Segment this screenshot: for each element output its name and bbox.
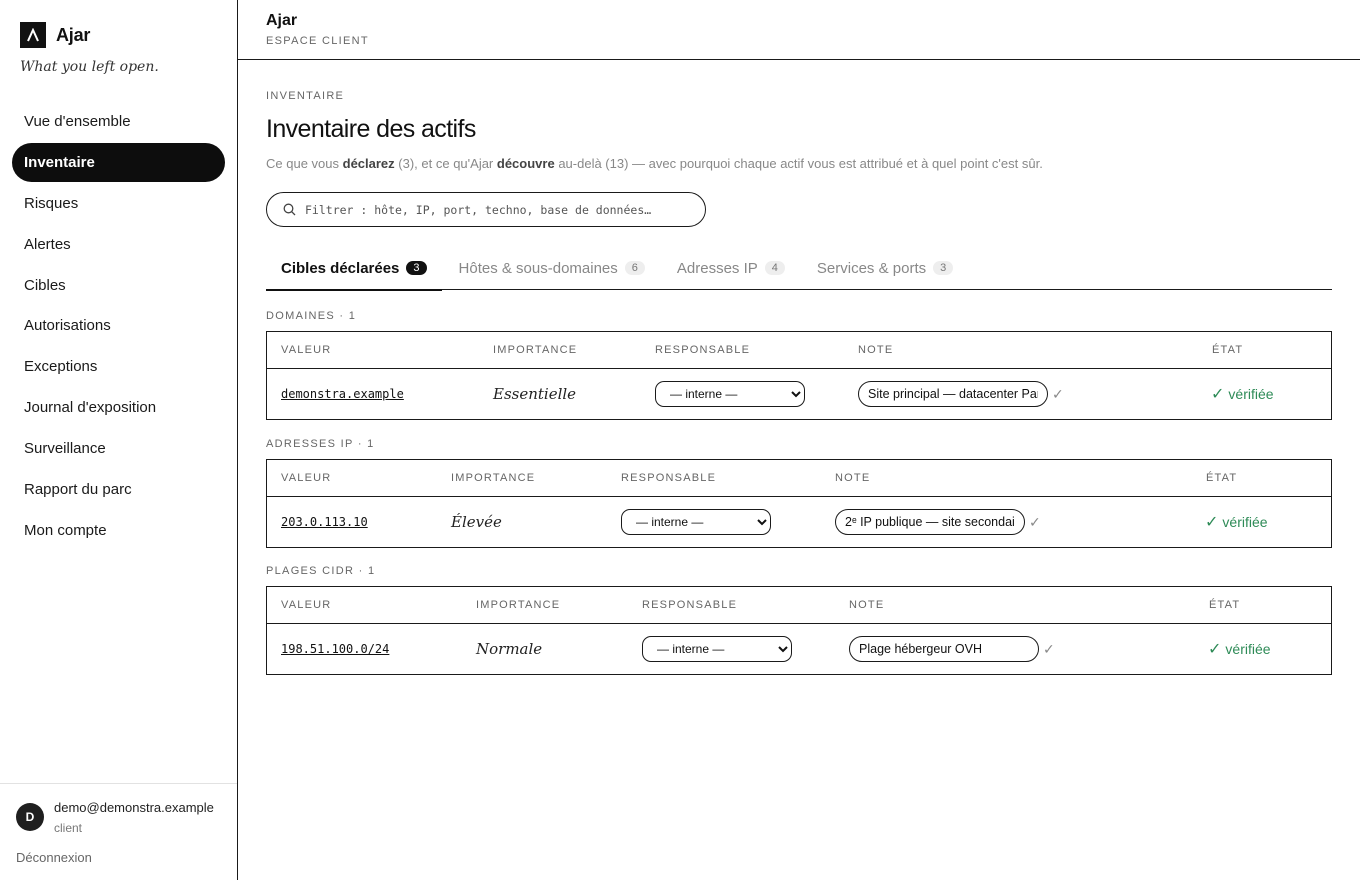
status-badge [1208, 639, 1271, 659]
note-input[interactable] [835, 509, 1025, 535]
note-input[interactable] [858, 381, 1048, 407]
page-eyebrow: INVENTAIRE [266, 90, 345, 102]
tab-hosts-subdomains[interactable] [444, 246, 660, 290]
cidr-ranges-table [266, 586, 1332, 675]
desc-part: (3), et ce qu'Ajar [398, 156, 494, 171]
asset-value-link[interactable]: 198.51.100.0/24 [281, 642, 390, 656]
column-header-value: VALEUR [281, 344, 332, 356]
header-subtitle: ESPACE CLIENT [266, 35, 369, 47]
column-header-state: ÉTAT [1212, 344, 1244, 356]
avatar[interactable]: D [16, 803, 44, 831]
desc-discovered: découvre [496, 156, 555, 171]
brand-tagline: What you left open. [20, 59, 159, 75]
search-icon [283, 203, 296, 216]
section-label-domains: DOMAINES · 1 [266, 310, 357, 322]
column-header-note: NOTE [858, 344, 894, 356]
page-description [266, 156, 1043, 171]
column-header-note: NOTE [849, 599, 885, 611]
owner-select[interactable] [642, 636, 792, 662]
owner-select[interactable] [655, 381, 805, 407]
status-badge [1211, 384, 1274, 404]
column-header-importance: IMPORTANCE [476, 599, 561, 611]
ip-addresses-table [266, 459, 1332, 548]
ajar-logo-icon [20, 22, 46, 48]
sidebar-item-alerts[interactable]: Alertes [24, 235, 71, 253]
check-icon: ✓ [1029, 513, 1041, 530]
sidebar-item-risks[interactable]: Risques [24, 194, 79, 212]
asset-value-link[interactable]: 203.0.113.10 [281, 515, 368, 529]
sidebar-item-fleet-report[interactable]: Rapport du parc [24, 481, 132, 499]
section-label-ip-addresses: ADRESSES IP · 1 [266, 438, 375, 450]
table-header [267, 460, 1331, 497]
search-box[interactable] [266, 192, 706, 227]
importance-level: Élevée [451, 513, 502, 531]
user-panel [0, 783, 237, 865]
section-label-cidr-ranges: PLAGES CIDR · 1 [266, 565, 376, 577]
table-row [267, 369, 1331, 419]
importance-level: Normale [476, 640, 543, 658]
sidebar-item-exposure-log[interactable]: Journal d'exposition [24, 399, 157, 417]
desc-part: au-delà (13) — avec pourquoi chaque actif vous est attribué et à quel point c'est sûr. [558, 156, 1043, 171]
tab-ip-addresses[interactable] [662, 246, 800, 290]
asset-value-link[interactable]: demonstra.example [281, 387, 404, 401]
tab-declared-targets[interactable] [266, 246, 442, 290]
domains-table [266, 331, 1332, 420]
check-icon: ✓ [1208, 641, 1222, 658]
logout-link[interactable]: Déconnexion [16, 850, 92, 865]
sidebar-item-monitoring[interactable]: Surveillance [24, 440, 106, 458]
column-header-value: VALEUR [281, 472, 332, 484]
importance-level: Essentielle [493, 385, 577, 403]
check-icon: ✓ [1052, 385, 1064, 402]
tab-label: Adresses IP [676, 259, 758, 277]
tab-count-badge: 3 [933, 261, 953, 275]
owner-select[interactable] [621, 509, 771, 535]
check-icon: ✓ [1211, 386, 1225, 403]
table-row [267, 497, 1331, 547]
desc-part: Ce que vous [266, 156, 339, 171]
column-header-owner: RESPONSABLE [655, 344, 751, 356]
sidebar [0, 0, 238, 880]
column-header-owner: RESPONSABLE [642, 599, 738, 611]
column-header-importance: IMPORTANCE [493, 344, 578, 356]
column-header-state: ÉTAT [1209, 599, 1241, 611]
brand-name: Ajar [56, 24, 91, 45]
tab-label: Cibles déclarées [281, 259, 400, 277]
tab-count-badge: 3 [406, 261, 426, 275]
search-input[interactable] [305, 203, 685, 217]
tab-count-badge: 4 [765, 261, 785, 275]
column-header-state: ÉTAT [1206, 472, 1238, 484]
sidebar-item-inventory[interactable]: Inventaire [12, 143, 225, 182]
user-email: demo@demonstra.example [54, 800, 214, 815]
sidebar-item-authorizations[interactable]: Autorisations [24, 317, 111, 335]
column-header-note: NOTE [835, 472, 871, 484]
status-text: vérifiée [1222, 514, 1268, 530]
table-header [267, 587, 1331, 624]
check-icon: ✓ [1205, 514, 1219, 531]
column-header-importance: IMPORTANCE [451, 472, 536, 484]
sidebar-item-exceptions[interactable]: Exceptions [24, 358, 98, 376]
table-row [267, 624, 1331, 674]
header-title: Ajar [266, 12, 298, 29]
sidebar-item-my-account[interactable]: Mon compte [24, 521, 107, 539]
tab-label: Services & ports [816, 259, 927, 277]
sidebar-item-overview[interactable]: Vue d'ensemble [24, 113, 131, 130]
status-text: vérifiée [1225, 641, 1271, 657]
top-header [238, 0, 1360, 60]
status-text: vérifiée [1228, 386, 1274, 402]
sidebar-item-targets[interactable]: Cibles [24, 276, 66, 294]
brand[interactable] [20, 22, 90, 48]
sidebar-nav [12, 102, 225, 552]
inventory-tabs [266, 246, 1332, 290]
column-header-owner: RESPONSABLE [621, 472, 717, 484]
column-header-value: VALEUR [281, 599, 332, 611]
page-title: Inventaire des actifs [266, 115, 476, 143]
table-header [267, 332, 1331, 369]
check-icon: ✓ [1043, 640, 1055, 657]
tab-count-badge: 6 [625, 261, 645, 275]
status-badge [1205, 512, 1268, 532]
tab-label: Hôtes & sous-domaines [458, 259, 618, 277]
user-role: client [54, 821, 83, 835]
note-input[interactable] [849, 636, 1039, 662]
tab-services-ports[interactable] [802, 246, 968, 290]
desc-declared: déclarez [342, 156, 395, 171]
